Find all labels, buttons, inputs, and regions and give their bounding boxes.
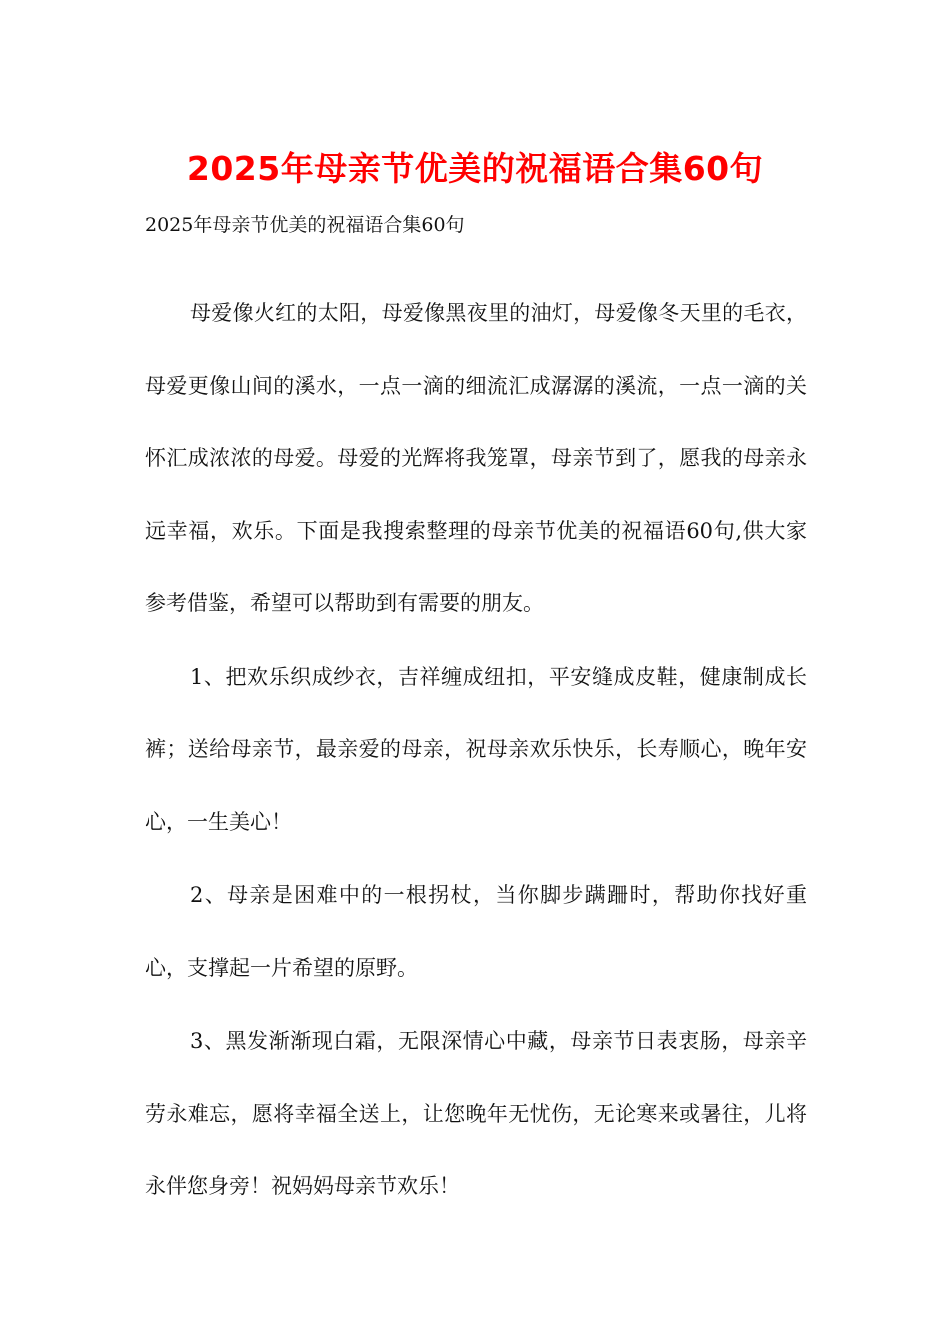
blessing-paragraph-2: 2、母亲是困难中的一根拐杖，当你脚步蹒跚时，帮助你找好重心，支撑起一片希望的原野。 [145,883,807,980]
blessing-paragraph-3: 3、黑发渐渐现白霜，无限深情心中藏，母亲节日表衷肠，母亲辛劳永难忘，愿将幸福全送上，让您晚年无忧伤，无论寒来或暑往，儿将永伴您身旁！祝妈妈母亲节欢乐！ [145,1029,807,1198]
document-subtitle: 2025年母亲节优美的祝福语合集60句 [145,214,465,236]
document-body [145,277,807,1224]
blessing-paragraph-1: 1、把欢乐织成纱衣，吉祥缠成纽扣，平安缝成皮鞋，健康制成长裤；送给母亲节，最亲爱的母亲，祝母亲欢乐快乐，长寿顺心，晚年安心，一生美心！ [145,664,807,834]
document-title: 2025年母亲节优美的祝福语合集60句 [186,149,764,188]
intro-paragraph: 母爱像火红的太阳，母爱像黑夜里的油灯，母爱像冬天里的毛衣，母爱更像山间的溪水，一点一滴的细流汇成潺潺的溪流，一点一滴的关怀汇成浓浓的母爱。母爱的光辉将我笼罩，母亲节到了，愿我的母亲永远幸福，欢乐。下面是我搜索整理的母亲节优美的祝福语60句,供大家参考借鉴，希望可以帮助到有需要的朋友。 [145,301,807,615]
